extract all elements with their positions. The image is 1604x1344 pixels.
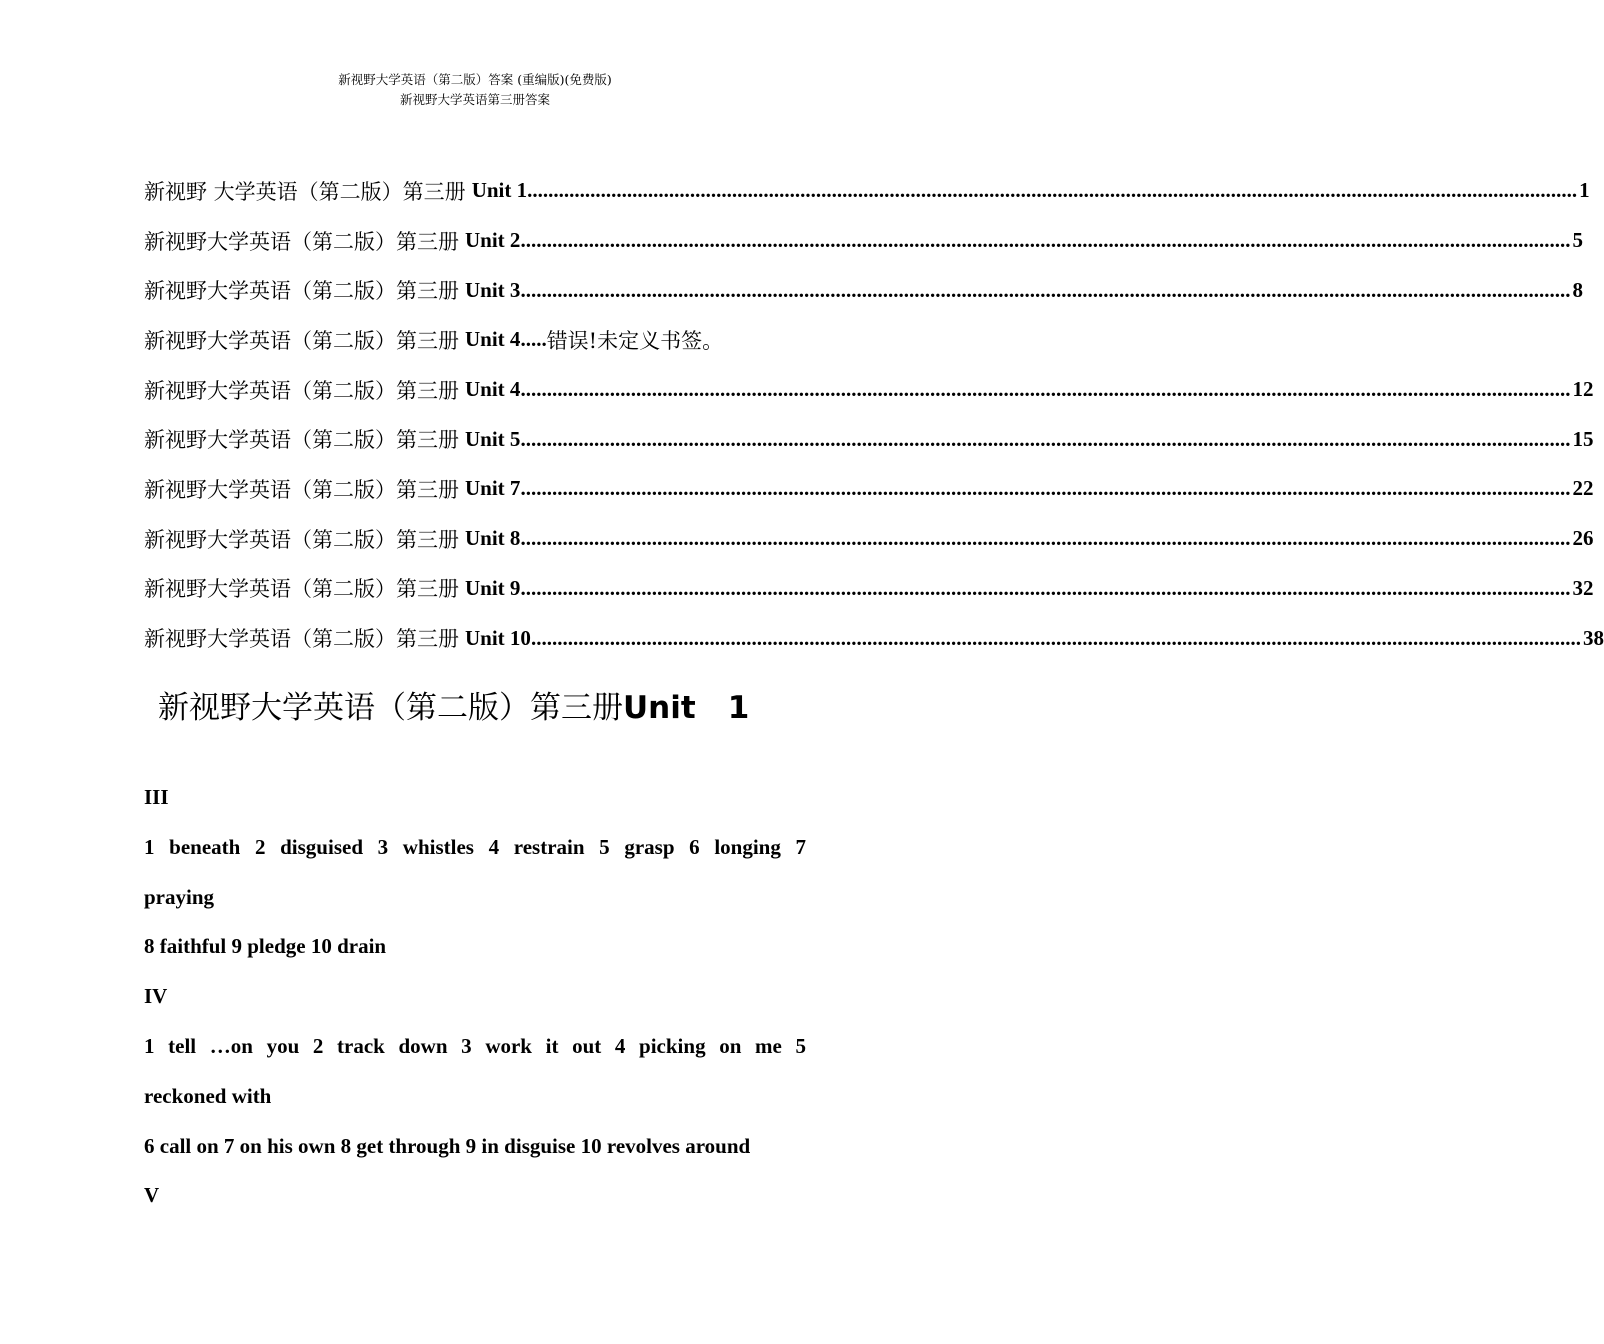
toc-entry-title: 新视野大学英语（第二版）第三册: [144, 477, 459, 502]
unit-heading-title: 新视野大学英语（第二版）第三册: [158, 690, 623, 726]
toc-entry-page-number: 22: [1572, 476, 1594, 501]
answer-line: 8 faithful 9 pledge 10 drain: [144, 934, 387, 959]
toc-entry-unit: Unit 1: [471, 178, 528, 203]
toc-entry-title: 新视野大学英语（第二版）第三册: [144, 328, 459, 353]
toc-entry[interactable]: [144, 613, 1604, 663]
toc-dot-leader: ........................................................................................................................................................................................................: [520, 377, 1571, 402]
toc-entry[interactable]: [144, 315, 808, 365]
toc-entry-title: 新视野大学英语（第二版）第三册: [144, 627, 459, 652]
toc-dot-leader: ........................................................................................................................................................................................................: [520, 426, 1571, 451]
toc-entry[interactable]: [144, 166, 1590, 216]
toc-entry-title: 新视野大学英语（第二版）第三册: [144, 378, 459, 403]
toc-dot-leader: ........................................................................................................................................................................................................: [527, 178, 1578, 203]
toc-entry-unit: Unit 4: [465, 377, 521, 402]
header-line-2: 新视野大学英语第三册答案: [399, 92, 550, 107]
unit-heading: [158, 682, 838, 727]
answer-line: 1 tell …on you 2 track down 3 work it out 4 picking on me 5: [144, 1033, 806, 1058]
header-line-1: 新视野大学英语（第二版）答案 (重编版)(免费版): [338, 72, 612, 87]
toc-entry-title: 新视野 大学英语（第二版）第三册: [144, 179, 466, 204]
toc-entry[interactable]: [144, 414, 1594, 464]
toc-entry[interactable]: [144, 464, 1594, 514]
toc-dot-leader: ........................................................................................................................................................................................................: [520, 476, 1571, 501]
toc-entry-unit: Unit 3: [465, 277, 521, 302]
toc-entry-error: 错误!未定义书签。: [546, 328, 724, 353]
toc-entry-page-number: 12: [1572, 377, 1594, 402]
toc-entry-title: 新视野大学英语（第二版）第三册: [144, 527, 459, 552]
toc-dot-leader: ........................................................................................................................................................................................................: [520, 277, 1571, 302]
answer-line: 6 call on 7 on his own 8 get through 9 in disguise 10 revolves around: [144, 1133, 751, 1158]
toc-entry-page-number: 32: [1572, 575, 1594, 600]
section-label-v: V: [144, 1183, 160, 1208]
section-label-iv: IV: [144, 984, 168, 1009]
toc-entry-unit: Unit 7: [465, 476, 521, 501]
toc-entry-unit: Unit 8: [465, 526, 521, 551]
toc-entry-page-number: 8: [1572, 277, 1583, 302]
toc-dot-leader: ........................................................................................................................................................................................................: [520, 228, 1571, 253]
toc-entry-title: 新视野大学英语（第二版）第三册: [144, 229, 459, 254]
toc-entry-unit: Unit 2: [465, 228, 521, 253]
unit-heading-number: 1: [727, 690, 750, 726]
unit-heading-unit: Unit: [623, 690, 696, 726]
answer-content: [144, 773, 806, 1221]
toc-entry-page-number: 38: [1582, 625, 1604, 650]
toc-entry[interactable]: [144, 216, 1583, 266]
table-of-contents: [144, 166, 1604, 663]
toc-dot-leader: ........................................................................................................................................................................................................: [530, 625, 1581, 650]
toc-entry[interactable]: [144, 365, 1594, 415]
toc-entry-page-number: 26: [1572, 526, 1594, 551]
page-header: [0, 70, 950, 110]
toc-dot-leader: .....: [520, 327, 547, 352]
section-label-iii: III: [144, 785, 169, 809]
toc-entry-page-number: 15: [1572, 426, 1594, 451]
answer-line: reckoned with: [144, 1083, 272, 1108]
toc-entry[interactable]: [144, 564, 1594, 614]
toc-entry-unit: Unit 10: [465, 625, 531, 650]
toc-entry-title: 新视野大学英语（第二版）第三册: [144, 279, 459, 304]
toc-entry-page-number: 1: [1579, 178, 1590, 203]
toc-entry-unit: Unit 9: [465, 575, 521, 600]
toc-entry-title: 新视野大学英语（第二版）第三册: [144, 577, 459, 602]
toc-dot-leader: ........................................................................................................................................................................................................: [520, 526, 1571, 551]
toc-entry-title: 新视野大学英语（第二版）第三册: [144, 428, 459, 453]
answer-line: 1 beneath 2 disguised 3 whistles 4 restrain 5 grasp 6 longing 7: [144, 834, 806, 859]
toc-entry-unit: Unit 5: [465, 426, 521, 451]
toc-entry[interactable]: [144, 514, 1594, 564]
toc-dot-leader: ........................................................................................................................................................................................................: [520, 575, 1571, 600]
answer-line: praying: [144, 884, 215, 909]
toc-entry-page-number: 5: [1572, 228, 1583, 253]
toc-entry-unit: Unit 4: [465, 327, 521, 352]
toc-entry[interactable]: [144, 265, 1583, 315]
